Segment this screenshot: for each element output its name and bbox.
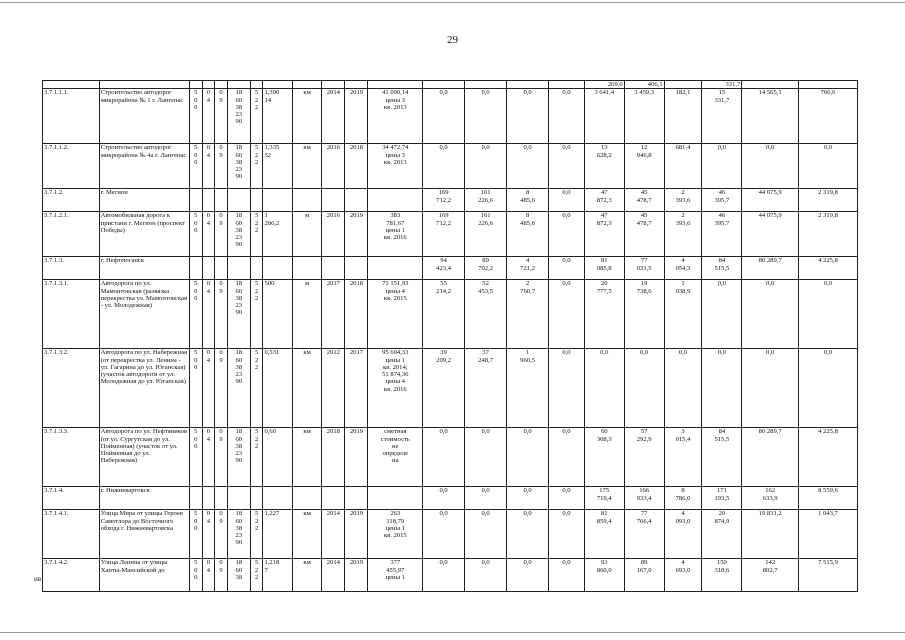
value-8: 84 515,5	[702, 257, 742, 280]
bottom-edge-line	[0, 632, 905, 633]
value-1: 0,0	[423, 89, 465, 144]
table-row	[43, 349, 858, 428]
value-8: 20 874,9	[702, 510, 742, 559]
row-code: 3.7.1.3.2.	[43, 349, 100, 428]
value-10: 0,0	[799, 144, 858, 189]
capacity	[263, 487, 292, 510]
row-code: 3.7.1.2.	[43, 189, 100, 212]
value-9: 44 075,9	[742, 212, 799, 257]
capacity	[263, 257, 292, 280]
row-name: Автодорога по ул. Набережная (от перекрестка ул. Ленина - ул. Гагарина до ул. Юганская) (участок автодороги от ул. Молодежная до ул. Юганская)	[99, 349, 189, 428]
value-10: 0,0	[799, 280, 858, 349]
code-digit-d	[227, 487, 250, 510]
row-name: г. Нефтеюганск	[99, 257, 189, 280]
value-8: 171 193,5	[702, 487, 742, 510]
start-year: 2012	[322, 349, 345, 428]
estimated-cost	[368, 487, 423, 510]
table-row	[43, 428, 858, 487]
code-digit-b: 0 4	[202, 428, 215, 487]
row-code: 3.7.1.2.1.	[43, 212, 100, 257]
end-year: 2018	[345, 144, 368, 189]
start-year: 2018	[322, 428, 345, 487]
capacity: 1,218 7	[263, 559, 292, 592]
value-10: 4 225,8	[799, 257, 858, 280]
cell-value: 269,6	[584, 81, 624, 89]
value-9: 0,0	[742, 280, 799, 349]
row-code: 3.7.1.4.1.	[43, 510, 100, 559]
value-7: 1 038,9	[664, 280, 702, 349]
table-row	[43, 212, 858, 257]
start-year: 2016	[322, 212, 345, 257]
row-name: Автодорога по ул. Нефтяников (от ул. Сургутская до ул. Пойменная) (участок от ул. Пойменная до ул. Набережная)	[99, 428, 189, 487]
value-8: 150 318,6	[702, 559, 742, 592]
code-digit-b: 0 4	[202, 510, 215, 559]
value-7: 0,0	[664, 349, 702, 428]
end-year: 2019	[345, 559, 368, 592]
value-3: 2 760,7	[507, 280, 549, 349]
end-year: 2019	[345, 510, 368, 559]
code-digit-c: 0 9	[215, 212, 228, 257]
value-4: 0,0	[549, 144, 585, 189]
value-4: 0,0	[549, 428, 585, 487]
value-1: 0,0	[423, 559, 465, 592]
value-1: 0,0	[423, 487, 465, 510]
code-digit-e: 5 2 2	[250, 349, 263, 428]
unit	[292, 189, 321, 212]
value-6: 3 459,3	[624, 89, 664, 144]
code-digit-b: 0 4	[202, 280, 215, 349]
estimated-cost: 34 472,74 цены 3 кв. 2013	[368, 144, 423, 189]
value-1: 0,0	[423, 144, 465, 189]
value-4: 0,0	[549, 559, 585, 592]
value-2: 161 226,6	[465, 212, 507, 257]
end-year	[345, 487, 368, 510]
value-3: 4 721,2	[507, 257, 549, 280]
end-year: 2018	[345, 280, 368, 349]
value-6: 45 478,7	[624, 212, 664, 257]
code-digit-b: 0 4	[202, 212, 215, 257]
start-year: 2017	[322, 280, 345, 349]
start-year	[322, 257, 345, 280]
code-digit-c: 0 9	[215, 144, 228, 189]
value-1: 39 209,2	[423, 349, 465, 428]
value-5: 47 872,3	[584, 212, 624, 257]
row-name: Строительство автодорог микрорайона № 1 г. Лангепас	[99, 89, 189, 144]
code-digit-b: 0 4	[202, 349, 215, 428]
start-year	[322, 189, 345, 212]
value-2: 0,0	[465, 510, 507, 559]
estimated-cost: 95 694,33 цены 1 кв. 2014; 51 874,36 цены 4 кв. 2016	[368, 349, 423, 428]
estimated-cost: 263 118,79 цены 1 кв. 2015	[368, 510, 423, 559]
code-digit-c: 0 9	[215, 559, 228, 592]
code-digit-e	[250, 487, 263, 510]
code-digit-d: 18 60 38 23 90	[227, 510, 250, 559]
table-row	[43, 280, 858, 349]
value-4: 0,0	[549, 212, 585, 257]
value-7: 4 093,0	[664, 510, 702, 559]
value-6: 166 933,4	[624, 487, 664, 510]
value-6: 89 167,0	[624, 559, 664, 592]
code-digit-c: 0 9	[215, 349, 228, 428]
value-6: 57 292,9	[624, 428, 664, 487]
value-6: 77 031,5	[624, 257, 664, 280]
value-10: 766,6	[799, 89, 858, 144]
code-digit-c: 0 9	[215, 510, 228, 559]
code-digit-c	[215, 189, 228, 212]
code-digit-a: 5 0 0	[190, 349, 203, 428]
capacity: 1,390 14	[263, 89, 292, 144]
value-2: 161 226,6	[465, 189, 507, 212]
row-code: 3.7.1.1.1.	[43, 89, 100, 144]
code-digit-d: 18 60 38 23 90	[227, 349, 250, 428]
value-3: 8 485,6	[507, 189, 549, 212]
value-5: 175 719,4	[584, 487, 624, 510]
value-7: 4 693,0	[664, 559, 702, 592]
code-digit-b	[202, 487, 215, 510]
value-10: 7 515,9	[799, 559, 858, 592]
value-7: 2 393,6	[664, 189, 702, 212]
value-7: 8 786,0	[664, 487, 702, 510]
capacity	[263, 189, 292, 212]
unit: км	[292, 349, 321, 428]
value-9: 80 289,7	[742, 257, 799, 280]
start-year	[322, 487, 345, 510]
row-code: 3.7.1.1.2.	[43, 144, 100, 189]
value-3: 0,0	[507, 89, 549, 144]
code-digit-e: 5 2 2	[250, 559, 263, 592]
row-code: 3.7.1.4.	[43, 487, 100, 510]
value-2: 0,0	[465, 428, 507, 487]
value-8: 46 395,7	[702, 189, 742, 212]
code-digit-c: 0 9	[215, 89, 228, 144]
value-4: 0,0	[549, 189, 585, 212]
capacity: 1 286,2	[263, 212, 292, 257]
cell-value: 406,1	[624, 81, 664, 89]
value-7: 4 054,3	[664, 257, 702, 280]
value-6: 12 946,8	[624, 144, 664, 189]
value-3: 8 485,6	[507, 212, 549, 257]
code-digit-d: 18 60 38 23 90	[227, 144, 250, 189]
value-1: 55 214,2	[423, 280, 465, 349]
code-digit-b: 0 4	[202, 144, 215, 189]
code-digit-a: 5 0 0	[190, 280, 203, 349]
start-year: 2014	[322, 559, 345, 592]
start-year: 2014	[322, 510, 345, 559]
estimated-cost	[368, 257, 423, 280]
value-5: 47 872,3	[584, 189, 624, 212]
value-3: 0,0	[507, 144, 549, 189]
code-digit-d: 18 60 38 23 90	[227, 428, 250, 487]
unit: м	[292, 212, 321, 257]
code-digit-d: 18 60 38 23 90	[227, 280, 250, 349]
code-digit-c	[215, 257, 228, 280]
footer-note: нв	[34, 575, 42, 583]
value-1: 0,0	[423, 510, 465, 559]
unit	[292, 487, 321, 510]
table-row	[43, 144, 858, 189]
end-year: 2017	[345, 349, 368, 428]
code-digit-a	[190, 487, 203, 510]
code-digit-e: 5 2 2	[250, 212, 263, 257]
value-3: 1 960,5	[507, 349, 549, 428]
value-7: 182,1	[664, 89, 702, 144]
value-3: 0,0	[507, 428, 549, 487]
capacity: 0,60	[263, 428, 292, 487]
value-9: 14 565,1	[742, 89, 799, 144]
start-year: 2014	[322, 89, 345, 144]
row-code: 3.7.1.4.2.	[43, 559, 100, 592]
value-3: 0,0	[507, 559, 549, 592]
value-1: 0,0	[423, 428, 465, 487]
value-2: 37 248,7	[465, 349, 507, 428]
value-4: 0,0	[549, 510, 585, 559]
value-9: 19 831,2	[742, 510, 799, 559]
value-5: 0,0	[584, 349, 624, 428]
code-digit-c: 0 9	[215, 428, 228, 487]
table-row	[43, 510, 858, 559]
unit: км	[292, 510, 321, 559]
code-digit-a	[190, 189, 203, 212]
row-name: Автодорога по ул. Мамонтовская (развязка перекрестка ул. Мамонтовская - ул. Молодежная)	[99, 280, 189, 349]
value-9: 162 633,9	[742, 487, 799, 510]
code-digit-d: 18 60 38 23 90	[227, 212, 250, 257]
code-digit-a: 5 0 0	[190, 428, 203, 487]
row-name: Автомобильная дорога к пристани г. Мегион (проспект Победы)	[99, 212, 189, 257]
code-digit-a: 5 0 0	[190, 144, 203, 189]
value-10: 2 319,8	[799, 212, 858, 257]
end-year: 2019	[345, 428, 368, 487]
top-edge-line	[0, 2, 905, 3]
value-5: 3 641,4	[584, 89, 624, 144]
code-digit-a	[190, 257, 203, 280]
capacity: 500	[263, 280, 292, 349]
value-2: 0,0	[465, 487, 507, 510]
value-9: 142 802,7	[742, 559, 799, 592]
value-5: 20 777,5	[584, 280, 624, 349]
value-3: 0,0	[507, 510, 549, 559]
value-1: 169 712,2	[423, 212, 465, 257]
code-digit-b	[202, 257, 215, 280]
value-9: 44 075,9	[742, 189, 799, 212]
value-2: 89 702,2	[465, 257, 507, 280]
estimated-cost	[368, 189, 423, 212]
value-8: 15 331,7	[702, 89, 742, 144]
capacity: 1,227	[263, 510, 292, 559]
value-2: 52 453,5	[465, 280, 507, 349]
code-digit-b: 0 4	[202, 559, 215, 592]
code-digit-b: 0 4	[202, 89, 215, 144]
code-digit-a: 5 0 0	[190, 89, 203, 144]
value-4: 0,0	[549, 89, 585, 144]
value-10: 1 043,7	[799, 510, 858, 559]
data-table	[42, 80, 858, 592]
end-year	[345, 257, 368, 280]
unit: км	[292, 559, 321, 592]
value-5: 13 628,2	[584, 144, 624, 189]
value-1: 169 712,2	[423, 189, 465, 212]
value-3: 0,0	[507, 487, 549, 510]
value-2: 0,0	[465, 89, 507, 144]
row-name: Улица Ленина от улицы Ханты-Мансийской до	[99, 559, 189, 592]
cell-value: 331,7	[702, 81, 742, 89]
code-digit-e	[250, 257, 263, 280]
code-digit-d: 18 60 38	[227, 559, 250, 592]
value-7: 681,4	[664, 144, 702, 189]
value-10: 2 319,8	[799, 189, 858, 212]
code-digit-e: 5 2 2	[250, 510, 263, 559]
capacity: 1,335 32	[263, 144, 292, 189]
code-digit-d	[227, 257, 250, 280]
value-7: 2 393,6	[664, 212, 702, 257]
end-year: 2019	[345, 89, 368, 144]
row-code: 3.7.1.3.3.	[43, 428, 100, 487]
value-5: 93 860,0	[584, 559, 624, 592]
table-row	[43, 559, 858, 592]
value-4: 0,0	[549, 487, 585, 510]
value-9: 0,0	[742, 144, 799, 189]
row-name: Улица Мира от улицы Героев Самотлора до Восточного обхода г. Нижневартовска	[99, 510, 189, 559]
value-6: 45 478,7	[624, 189, 664, 212]
code-digit-a: 5 0 0	[190, 212, 203, 257]
value-8: 0,0	[702, 349, 742, 428]
value-7: 3 015,4	[664, 428, 702, 487]
table-row	[43, 487, 858, 510]
value-8: 84 515,5	[702, 428, 742, 487]
code-digit-a: 5 0 0	[190, 510, 203, 559]
value-10: 4 225,8	[799, 428, 858, 487]
code-digit-e: 5 2 2	[250, 89, 263, 144]
value-6: 0,0	[624, 349, 664, 428]
value-4: 0,0	[549, 349, 585, 428]
code-digit-a: 5 0 0	[190, 559, 203, 592]
value-5: 81 085,8	[584, 257, 624, 280]
value-6: 77 766,4	[624, 510, 664, 559]
value-2: 0,0	[465, 144, 507, 189]
unit: км	[292, 89, 321, 144]
code-digit-e: 5 2 2	[250, 280, 263, 349]
unit: км	[292, 428, 321, 487]
value-5: 81 859,4	[584, 510, 624, 559]
estimated-cost: сметная стоимость не определе на	[368, 428, 423, 487]
value-4: 0,0	[549, 257, 585, 280]
value-8: 0,0	[702, 144, 742, 189]
value-5: 60 308,3	[584, 428, 624, 487]
row-code: 3.7.1.3.1.	[43, 280, 100, 349]
value-8: 46 395,7	[702, 212, 742, 257]
code-digit-c	[215, 487, 228, 510]
code-digit-e: 5 2 2	[250, 428, 263, 487]
row-name: Строительство автодорог микрорайона № 4а г. Лангепас	[99, 144, 189, 189]
unit: м	[292, 280, 321, 349]
unit	[292, 257, 321, 280]
code-digit-c: 0 9	[215, 280, 228, 349]
code-digit-d	[227, 189, 250, 212]
estimated-cost: 377 455,97 цены 1	[368, 559, 423, 592]
value-6: 19 738,6	[624, 280, 664, 349]
row-name: г. Нижневартовск	[99, 487, 189, 510]
code-digit-d: 18 60 38 23 90	[227, 89, 250, 144]
estimated-cost: 71 151,93 цены 4 кв. 2015	[368, 280, 423, 349]
unit: км	[292, 144, 321, 189]
estimated-cost: 383 781,67 цены 1 кв. 2016	[368, 212, 423, 257]
value-2: 0,0	[465, 559, 507, 592]
code-digit-e	[250, 189, 263, 212]
code-digit-e: 5 2 2	[250, 144, 263, 189]
value-10: 0,0	[799, 349, 858, 428]
value-1: 94 423,4	[423, 257, 465, 280]
page-number: 29	[447, 34, 458, 46]
end-year: 2019	[345, 212, 368, 257]
capacity: 0,531	[263, 349, 292, 428]
row-code: 3.7.1.3.	[43, 257, 100, 280]
value-9: 80 289,7	[742, 428, 799, 487]
end-year	[345, 189, 368, 212]
value-4: 0,0	[549, 280, 585, 349]
table-top-row	[43, 81, 858, 89]
table-row	[43, 189, 858, 212]
table-row	[43, 257, 858, 280]
estimated-cost: 41 090,14 цены 3 кв. 2013	[368, 89, 423, 144]
value-10: 8 559,6	[799, 487, 858, 510]
code-digit-b	[202, 189, 215, 212]
row-name: г. Мегион	[99, 189, 189, 212]
value-8: 0,0	[702, 280, 742, 349]
table-row	[43, 89, 858, 144]
value-9: 0,0	[742, 349, 799, 428]
start-year: 2016	[322, 144, 345, 189]
